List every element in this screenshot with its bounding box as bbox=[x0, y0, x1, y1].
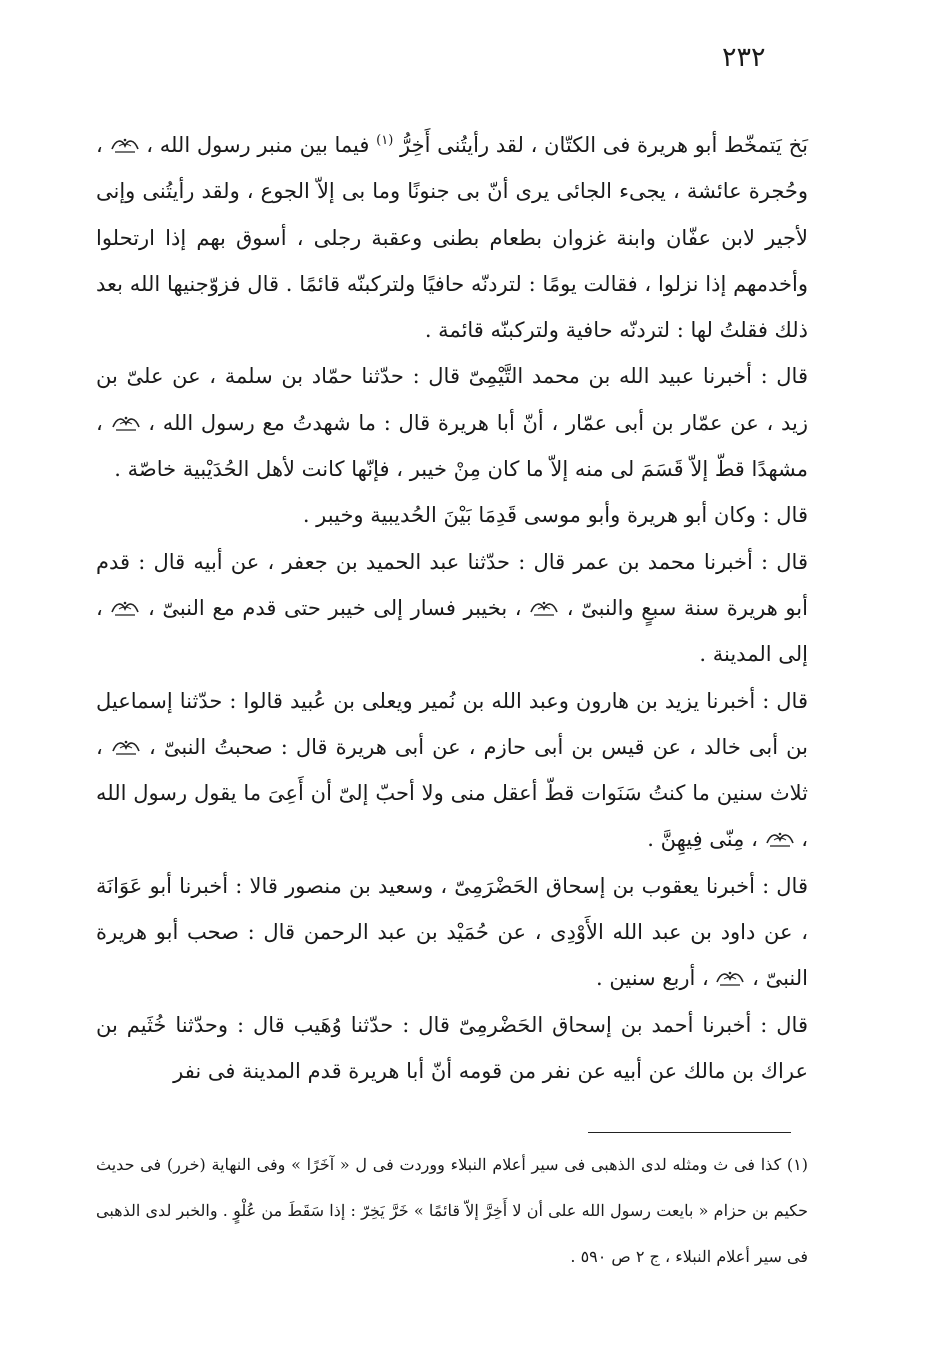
text-run: ، مشهدًا قطّ إلاّ قَسَمَ لى منه إلاّ ما كان مِنْ خيبر ، فإنّها كانت لأهل الحُدَيْبية خاصّة . bbox=[96, 410, 808, 482]
salla-allahu-alayhi-wa-sallam-ligature-icon bbox=[529, 598, 559, 618]
text-run: قال : أخبرنا أحمد بن إسحاق الحَضْرمِىّ قال : حدّثنا وُهَيب قال : وحدّثنا خُثَيم بن عراك بن مالك عن أبيه عن نفر من قومه أنّ أبا هريرة قدم المدينة فى نفر bbox=[96, 1012, 808, 1083]
text-run: بَخ يَتمخّط أبو هريرة فى الكتّان ، لقد رأيتُنى أَخِرُّ bbox=[400, 133, 808, 157]
text-run: قال : أخبرنا عبيد الله بن محمد التَّيْمِىّ قال : حدّثنا حمّاد بن سلمة ، عن علىّ بن زيد ، عن عمّار بن أبى عمّار ، أنّ أبا هريرة قال : ما شهدتُ مع رسول الله ، bbox=[96, 364, 808, 435]
paragraph-1 bbox=[96, 122, 808, 353]
text-run: ، مِنّى فِيهِنَّ . bbox=[647, 827, 758, 852]
footnotes bbox=[96, 1142, 808, 1280]
footnote-1: (١) كذا فى ث ومثله لدى الذهبى فى سير أعلام النبلاء ووردت فى ل « آخَرًا » وفى النهاية (خرر) فى حديث حكيم بن حزام « بايعت رسول الله على أن لا أَخِرَّ إلاّ قائمًا » خَرَّ يَخِرّ : إذا سَقَطَ من عُلْوٍ . والخبر لدى الذهبى فى سير أعلام النبلاء ، ج ٢ ص ٥٩٠ . bbox=[96, 1155, 808, 1266]
page-number: ٢٣٢ bbox=[722, 42, 766, 73]
salla-allahu-alayhi-wa-sallam-ligature-icon bbox=[111, 413, 141, 433]
salla-allahu-alayhi-wa-sallam-ligature-icon bbox=[110, 598, 140, 618]
footnote-ref: (١) bbox=[376, 133, 394, 148]
salla-allahu-alayhi-wa-sallam-ligature-icon bbox=[765, 829, 795, 849]
footnote-separator bbox=[588, 1132, 791, 1133]
text-run: ، ثلاث سنين ما كنتُ سَنَوات قطّ أعقل منى ولا أحبّ إلىّ أن أَعِىَ ما يقول رسول الله ، bbox=[96, 734, 808, 852]
text-run: ، إلى المدينة . bbox=[96, 595, 808, 667]
paragraph-6 bbox=[96, 863, 808, 1002]
text-run: ، بخيبر فسار إلى خيبر حتى قدم مع النبىّ ، bbox=[147, 595, 522, 620]
paragraph-5 bbox=[96, 678, 808, 863]
paragraph-2 bbox=[96, 353, 808, 492]
text-run: قال : أخبرنا يزيد بن هارون وعبد الله بن نُمير ويعلى بن عُبيد قالوا : حدّثنا إسماعيل بن أبى خالد ، عن قيس بن أبى حازم ، عن أبى هريرة قال : صحبتُ النبىّ ، bbox=[96, 688, 808, 759]
salla-allahu-alayhi-wa-sallam-ligature-icon bbox=[110, 135, 140, 155]
salla-allahu-alayhi-wa-sallam-ligature-icon bbox=[111, 737, 141, 757]
paragraph-3 bbox=[96, 492, 808, 538]
text-run: ، أربع سنين . bbox=[596, 966, 709, 991]
paragraph-7 bbox=[96, 1002, 808, 1095]
text-run: ، وحُجرة عائشة ، يجىء الجائى يرى أنّ بى جنونًا وما بى إلاّ الجوع ، ولقد رأيتُنى وإنى لأجير لابن عفّان وابنة غزوان بطعام بطنى وعقبة رجلى ، أسوق بهم إذا ارتحلوا وأخدمهم إذا نزلوا ، فقالت يومًا : لتردنّه حافيًا ولتركبنّه قائمًا . قال فزوّجنيها الله بعد ذلك فقلتُ لها : لتردنّه حافية ولتركبنّه قائمة . bbox=[96, 133, 808, 343]
text-run: قال : أخبرنا محمد بن عمر قال : حدّثنا عبد الحميد بن جعفر ، عن أبيه قال : قدم أبو هريرة سنة سبعٍ والنبىّ ، bbox=[96, 549, 808, 620]
main-text bbox=[96, 122, 808, 1094]
paragraph-4 bbox=[96, 539, 808, 678]
text-run: قال : وكان أبو هريرة وأبو موسى قَدِمَا بَيْنَ الحُديبية وخيبر . bbox=[302, 503, 808, 528]
text-run: قال : أخبرنا يعقوب بن إسحاق الحَضْرَمِىّ ، وسعيد بن منصور قالا : أخبرنا أبو عَوَانَة ، عن داود بن عبد الله الأَوْدِى ، عن حُمَيْد بن عبد الرحمن قال : صحب أبو هريرة النبىّ ، bbox=[96, 873, 808, 991]
text-run: فيما بين منبر رسول الله ، bbox=[146, 133, 370, 157]
salla-allahu-alayhi-wa-sallam-ligature-icon bbox=[715, 968, 745, 988]
